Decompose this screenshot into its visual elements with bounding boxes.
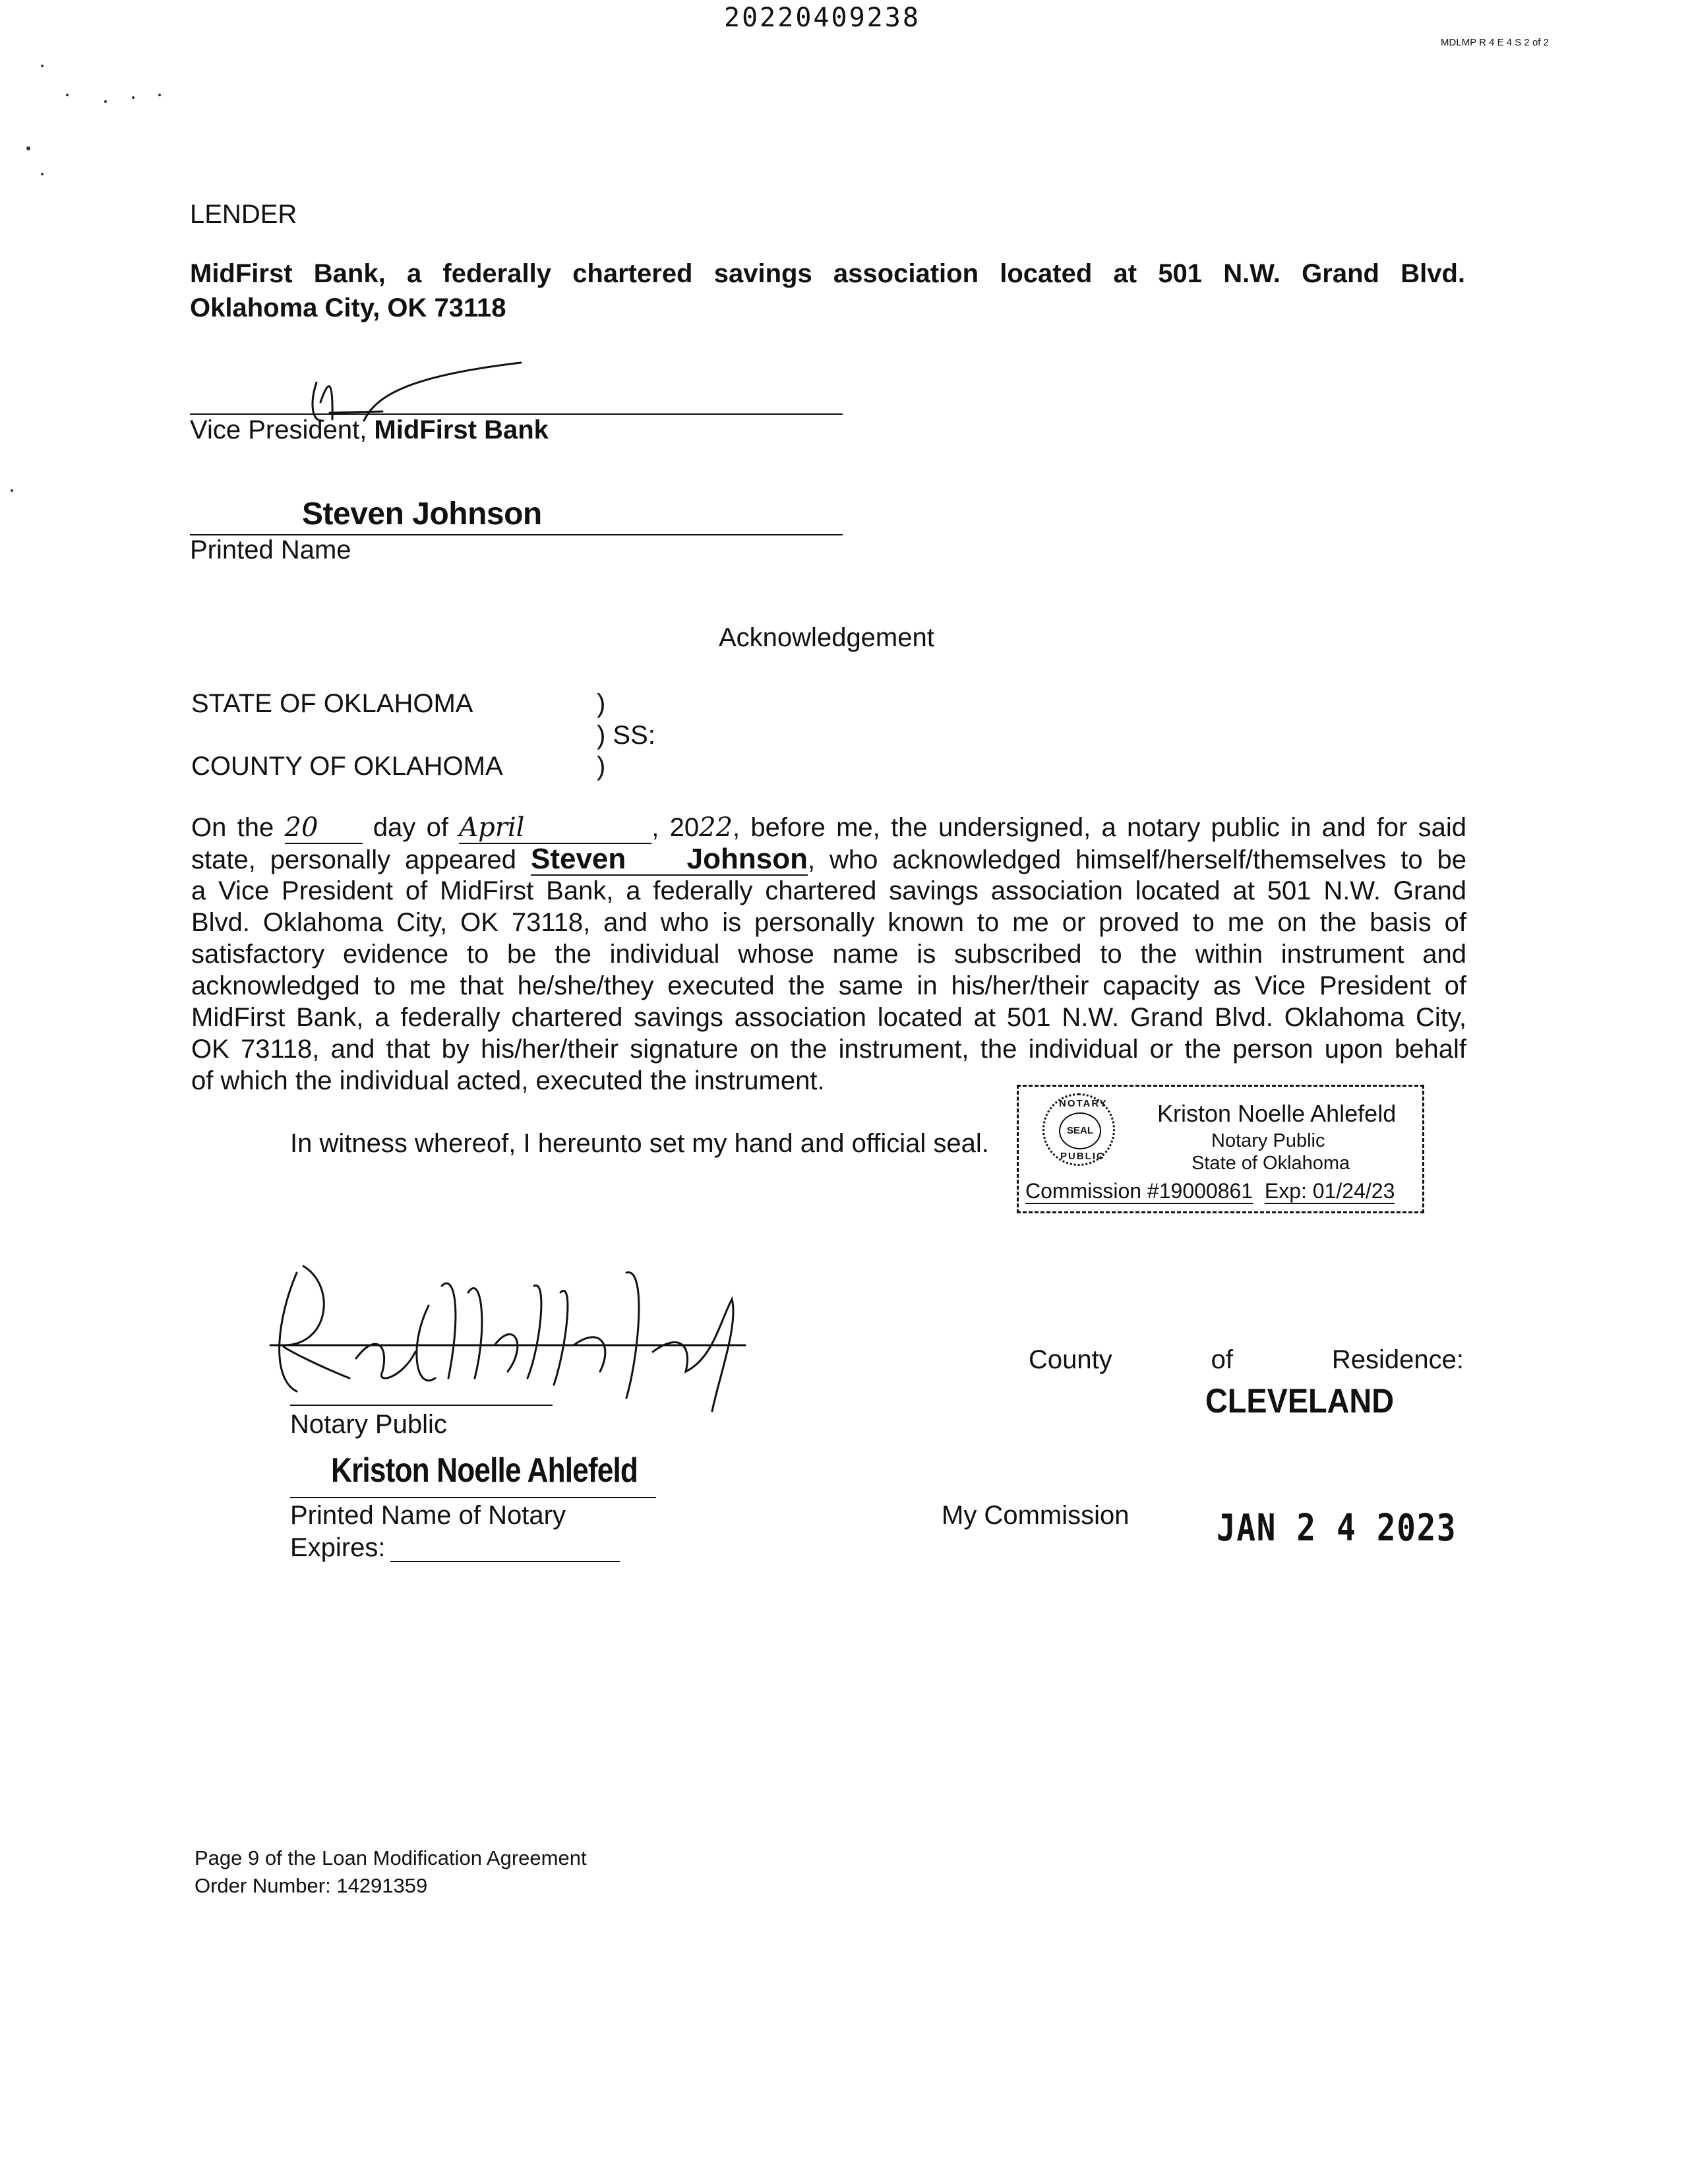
ack-line-2 <box>191 844 1466 876</box>
appeared-text: state, personally appeared <box>191 845 517 874</box>
notary-name-line <box>290 1497 656 1498</box>
seal-notary-name: Kriston Noelle Ahlefeld <box>1157 1100 1397 1127</box>
my-commission-label: My Commission <box>942 1501 1130 1530</box>
expires-label: Expires: <box>290 1533 386 1562</box>
acknowledgement-title: Acknowledgement <box>719 623 934 652</box>
order-number: Order Number: 14291359 <box>195 1874 428 1897</box>
ack-line-7: MidFirst Bank, a federally chartered savings association located at 501 N.W. Grand Blvd. Oklahoma City, <box>191 1003 1466 1032</box>
ack-line-5: satisfactory evidence to be the individual whose name is subscribed to the within instrument and <box>191 940 1466 969</box>
ack-line-6: acknowledged to me that he/she/they executed the same in his/her/their capacity as Vice President of <box>191 971 1466 1000</box>
notary-printed-name: Kriston Noelle Ahlefeld <box>331 1451 638 1490</box>
lender-address: Oklahoma City, OK 73118 <box>190 293 506 322</box>
state-label: STATE OF OKLAHOMA <box>191 689 473 718</box>
page-footer: Page 9 of the Loan Modification Agreement <box>195 1846 587 1869</box>
seal-bottom-text: PUBLIC <box>1060 1151 1105 1162</box>
ack-line-1-rest: before me, the undersigned, a notary public in and for said <box>750 813 1467 842</box>
signer-title-prefix: Vice President, <box>190 415 375 444</box>
seal-notary-title: Notary Public <box>1211 1130 1325 1151</box>
venue-paren-top: ) <box>597 689 606 718</box>
seal-emblem <box>1042 1093 1115 1166</box>
form-code: MDLMP R 4 E 4 S 2 of 2 <box>1441 37 1549 48</box>
month-field: April <box>459 812 651 844</box>
year-suffix-field: 22 <box>699 812 733 843</box>
signer-title <box>190 415 549 445</box>
county-of-residence-value: CLEVELAND <box>1205 1382 1395 1420</box>
ack-line-2-end: , who acknowledged himself/herself/themselves to be <box>807 845 1466 874</box>
on-the-text: On the <box>191 813 274 842</box>
of-word: of <box>1211 1345 1233 1374</box>
lender-description: MidFirst Bank, a federally chartered savings association located at 501 N.W. Grand Blvd. <box>190 259 1465 288</box>
ack-line-9: of which the individual acted, executed the instrument. <box>191 1066 825 1095</box>
day-of-text: day of <box>373 813 448 842</box>
seal-commission-number: Commission #19000861 <box>1025 1179 1253 1203</box>
notary-public-label: Notary Public <box>290 1410 447 1439</box>
notary-signature <box>257 1246 771 1418</box>
commission-expiration-date: JAN 2 4 2023 <box>1217 1507 1457 1550</box>
notary-signature-line <box>290 1405 553 1406</box>
printed-name-label: Printed Name <box>190 535 351 564</box>
ack-line-4: Blvd. Oklahoma City, OK 73118, and who is personally known to me or proved to me on the basis of <box>191 908 1466 937</box>
ack-line-1: On the 20 day of April , 2022, before me, the undersigned, a notary public in and for said <box>191 812 1467 843</box>
expires-line <box>390 1561 620 1562</box>
signer-title-bank: MidFirst Bank <box>374 415 549 444</box>
witness-statement: In witness whereof, I hereunto set my hand and official seal. <box>290 1129 989 1158</box>
notary-seal-stamp <box>1017 1085 1424 1213</box>
county-of-residence-label <box>1029 1345 1464 1375</box>
seal-expiration: Exp: 01/24/23 <box>1264 1179 1395 1203</box>
county-label: COUNTY OF OKLAHOMA <box>191 752 503 781</box>
seal-top-text: NOTARY <box>1059 1098 1108 1109</box>
document-number: 20220409238 <box>724 3 920 33</box>
lender-label: LENDER <box>190 200 297 229</box>
day-field: 20 <box>285 812 363 844</box>
seal-center-text: SEAL <box>1059 1112 1101 1149</box>
ss-label: ) SS: <box>597 721 655 750</box>
seal-commission-line <box>1025 1179 1395 1203</box>
ack-line-8: OK 73118, and that by his/her/their signature on the instrument, the individual or the person upon behalf <box>191 1035 1466 1064</box>
seal-state: State of Oklahoma <box>1191 1153 1350 1174</box>
residence-word: Residence: <box>1331 1345 1464 1374</box>
venue-paren-bottom: ) <box>597 752 606 781</box>
ack-line-3: a Vice President of MidFirst Bank, a federally chartered savings association located at 501 N.W. Grand <box>191 876 1466 905</box>
printed-name-of-notary-label: Printed Name of Notary <box>290 1501 566 1530</box>
year-prefix: , 20 <box>651 813 700 842</box>
appeared-name-field: Steven Johnson <box>530 843 808 875</box>
county-word: County <box>1029 1345 1112 1374</box>
signature-line <box>190 413 843 415</box>
signer-printed-name: Steven Johnson <box>302 497 542 531</box>
